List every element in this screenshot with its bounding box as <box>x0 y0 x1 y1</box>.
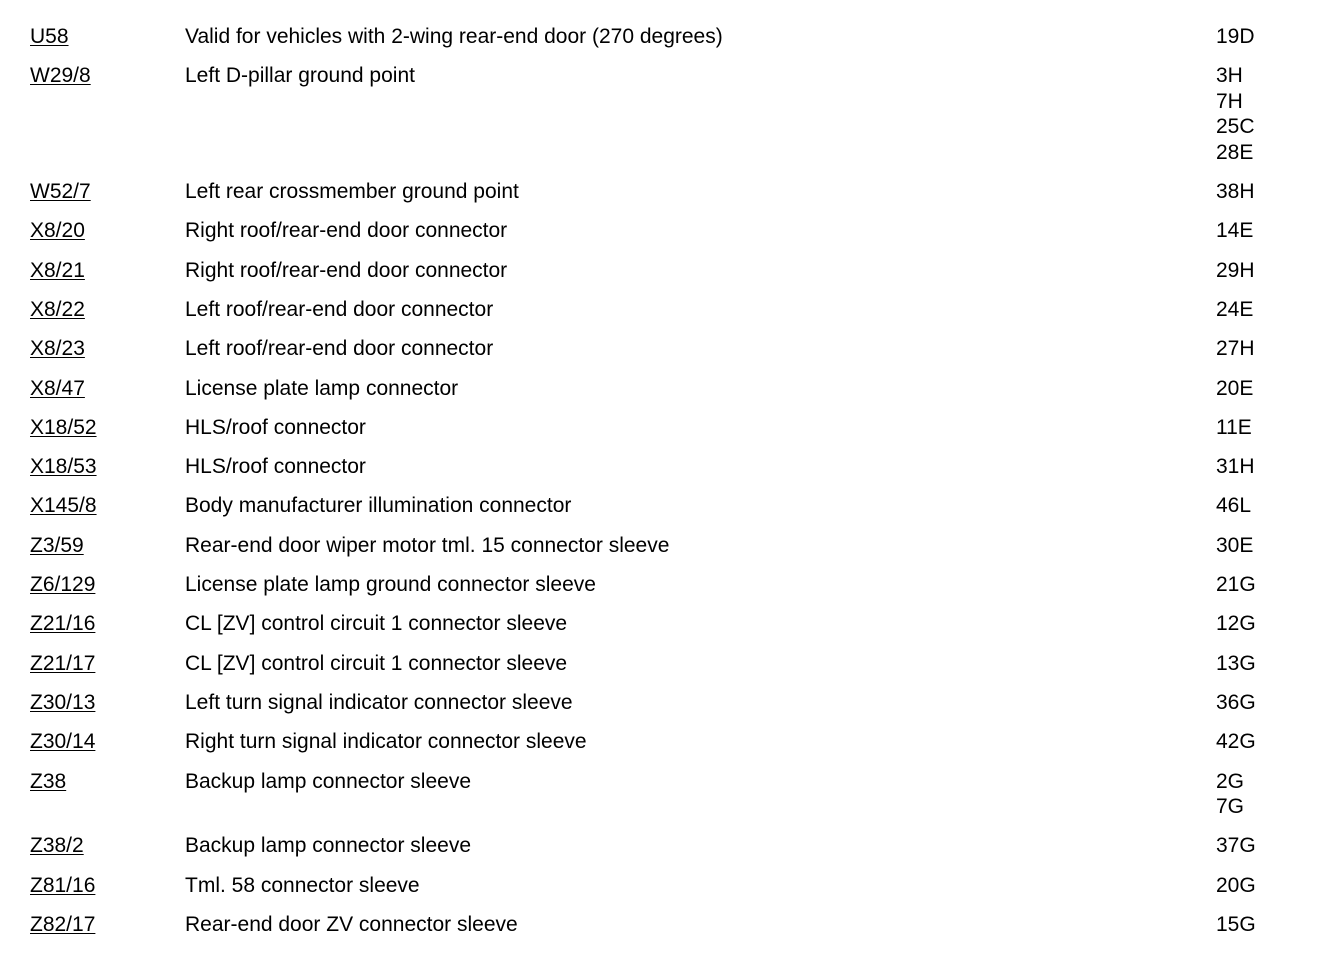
component-code-link[interactable]: X145/8 <box>30 494 97 518</box>
grid-reference-list <box>1216 572 1328 598</box>
legend-row <box>0 179 1328 205</box>
component-description: Backup lamp connector sleeve <box>185 834 471 858</box>
grid-reference-list <box>1216 24 1328 50</box>
component-code-link[interactable]: W29/8 <box>30 64 91 88</box>
component-description: Left roof/rear-end door connector <box>185 297 494 321</box>
legend-row <box>0 690 1328 716</box>
legend-row <box>0 912 1328 938</box>
legend-row <box>0 454 1328 480</box>
grid-reference: 29H <box>1216 258 1255 282</box>
grid-reference-list <box>1216 454 1328 480</box>
grid-reference-list <box>1216 218 1328 244</box>
component-description: Left D-pillar ground point <box>185 64 415 88</box>
grid-reference-list <box>1216 493 1328 519</box>
component-code-link[interactable]: X8/47 <box>30 376 85 400</box>
component-code-link[interactable]: Z21/16 <box>30 612 96 636</box>
grid-reference: 28E <box>1216 140 1254 164</box>
grid-reference: 30E <box>1216 533 1254 557</box>
component-description: Left turn signal indicator connector sleeve <box>185 690 573 714</box>
legend-row <box>0 376 1328 402</box>
legend-row <box>0 611 1328 637</box>
legend-row <box>0 63 1328 165</box>
component-description: CL [ZV] control circuit 1 connector sleeve <box>185 651 568 675</box>
legend-row <box>0 336 1328 362</box>
component-code-link[interactable]: Z30/14 <box>30 730 96 754</box>
component-description: CL [ZV] control circuit 1 connector sleeve <box>185 612 568 636</box>
legend-row <box>0 533 1328 559</box>
legend-row <box>0 651 1328 677</box>
legend-row <box>0 258 1328 284</box>
component-description: HLS/roof connector <box>185 415 366 439</box>
grid-reference: 20G <box>1216 873 1256 897</box>
grid-reference-list <box>1216 415 1328 441</box>
grid-reference: 46L <box>1216 494 1252 518</box>
component-description: Right roof/rear-end door connector <box>185 219 508 243</box>
legend-row <box>0 218 1328 244</box>
grid-reference: 3H <box>1216 64 1243 88</box>
component-description: Valid for vehicles with 2-wing rear-end door (270 degrees) <box>185 25 723 48</box>
grid-reference-list <box>1216 611 1328 637</box>
legend-row <box>0 415 1328 441</box>
component-description: License plate lamp connector <box>185 376 459 400</box>
component-code-link[interactable]: W52/7 <box>30 180 91 204</box>
grid-reference: 36G <box>1216 690 1256 714</box>
component-code-link[interactable]: Z82/17 <box>30 912 96 936</box>
component-code-link[interactable]: Z3/59 <box>30 533 84 557</box>
component-description: Tml. 58 connector sleeve <box>185 873 420 897</box>
legend-row <box>0 769 1328 820</box>
legend-row <box>0 297 1328 323</box>
component-description: Backup lamp connector sleeve <box>185 769 471 793</box>
grid-reference: 20E <box>1216 376 1254 400</box>
grid-reference-list <box>1216 729 1328 755</box>
grid-reference: 24E <box>1216 297 1254 321</box>
grid-reference: 15G <box>1216 912 1256 936</box>
grid-reference: 19D <box>1216 25 1255 48</box>
grid-reference: 12G <box>1216 612 1256 636</box>
component-code-link[interactable]: Z6/129 <box>30 573 96 597</box>
grid-reference: 31H <box>1216 455 1255 479</box>
component-description: Body manufacturer illumination connector <box>185 494 572 518</box>
component-code-link[interactable]: X8/23 <box>30 337 85 361</box>
component-description: Rear-end door wiper motor tml. 15 connector sleeve <box>185 533 670 557</box>
grid-reference: 11E <box>1216 415 1252 439</box>
component-description: Left rear crossmember ground point <box>185 180 519 204</box>
legend-row <box>0 833 1328 859</box>
component-code-link[interactable]: X8/20 <box>30 219 85 243</box>
grid-reference-list <box>1216 376 1328 402</box>
component-description: HLS/roof connector <box>185 455 366 479</box>
legend-row <box>0 729 1328 755</box>
grid-reference: 25C <box>1216 115 1255 139</box>
grid-reference-list <box>1216 258 1328 284</box>
component-code-link[interactable]: Z30/13 <box>30 690 96 714</box>
grid-reference-list <box>1216 690 1328 716</box>
component-code-link[interactable]: X18/52 <box>30 415 97 439</box>
grid-reference: 13G <box>1216 651 1256 675</box>
grid-reference: 42G <box>1216 730 1256 754</box>
component-description: License plate lamp ground connector sleeve <box>185 573 596 597</box>
legend-row <box>0 24 1328 50</box>
component-code-link[interactable]: X18/53 <box>30 455 97 479</box>
grid-reference-list <box>1216 769 1328 820</box>
grid-reference-list <box>1216 336 1328 362</box>
grid-reference-list <box>1216 179 1328 205</box>
grid-reference-list <box>1216 833 1328 859</box>
component-description: Right turn signal indicator connector sleeve <box>185 730 587 754</box>
grid-reference: 21G <box>1216 573 1256 597</box>
grid-reference: 38H <box>1216 180 1255 204</box>
legend-row <box>0 493 1328 519</box>
component-code-link[interactable]: U58 <box>30 25 69 48</box>
grid-reference-list <box>1216 533 1328 559</box>
component-code-link[interactable]: Z38 <box>30 769 67 793</box>
grid-reference: 7H <box>1216 89 1243 113</box>
grid-reference: 7G <box>1216 795 1245 819</box>
grid-reference-list <box>1216 651 1328 677</box>
grid-reference-list <box>1216 297 1328 323</box>
component-description: Left roof/rear-end door connector <box>185 337 494 361</box>
grid-reference-list <box>1216 873 1328 899</box>
legend-row <box>0 873 1328 899</box>
grid-reference: 37G <box>1216 834 1256 858</box>
grid-reference-list <box>1216 912 1328 938</box>
component-code-link[interactable]: Z38/2 <box>30 834 84 858</box>
grid-reference-list <box>1216 63 1328 165</box>
grid-reference: 2G <box>1216 769 1245 793</box>
component-description: Right roof/rear-end door connector <box>185 258 508 282</box>
legend-row <box>0 572 1328 598</box>
component-code-link[interactable]: X8/21 <box>30 258 85 282</box>
component-description: Rear-end door ZV connector sleeve <box>185 912 518 936</box>
component-code-link[interactable]: Z21/17 <box>30 651 96 675</box>
component-code-link[interactable]: Z81/16 <box>30 873 96 897</box>
component-code-link[interactable]: X8/22 <box>30 297 85 321</box>
grid-reference: 14E <box>1216 219 1254 243</box>
component-legend-list <box>0 24 1328 951</box>
grid-reference: 27H <box>1216 337 1255 361</box>
